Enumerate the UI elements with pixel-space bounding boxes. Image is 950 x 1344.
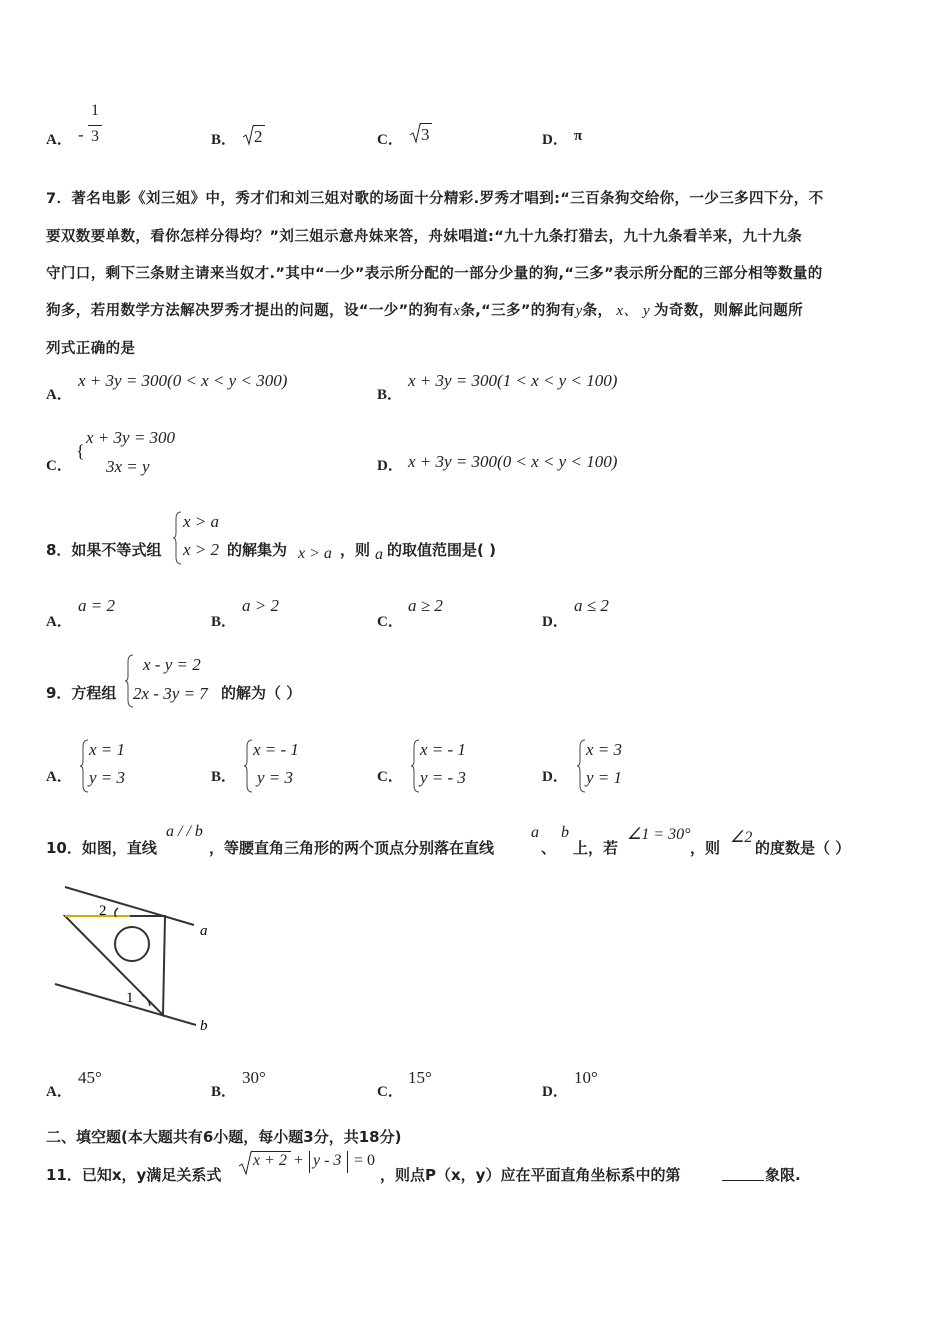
q7-option-d-expr: x + 3y = 300(0 < x < y < 100) (408, 452, 618, 471)
q6-option-a-numerator: 1 (91, 102, 99, 119)
q9-option-b-line1: x = - 1 (253, 740, 299, 759)
q11-plus: + (294, 1152, 304, 1169)
sqrt-icon (242, 124, 254, 146)
sqrt-bar (420, 123, 432, 124)
q8-system-line1: x > a (183, 512, 220, 531)
q6-option-b-label: B． (211, 132, 237, 148)
q10-option-a-value: 45° (78, 1068, 102, 1087)
q10-option-c-label: C． (377, 1084, 403, 1100)
q6-option-c-value: 3 (421, 125, 430, 144)
q10-figure (50, 878, 220, 1038)
q7-line4-part: 条,“三多”的狗有 (460, 303, 576, 319)
q9-option-b-line2: y = 3 (257, 768, 294, 787)
q7-option-b-label: B． (377, 387, 403, 403)
q6-option-a-label: A． (46, 132, 72, 148)
q9-equation-1: x - y = 2 (143, 655, 201, 674)
q11-mid-text: ，则点P（x，y）应在平面直角坐标系中的第 (380, 1166, 681, 1184)
q7-option-a-label: A． (46, 387, 72, 403)
q7-option-c-line1: x + 3y = 300 (86, 428, 176, 447)
q8-option-d-label: D． (542, 614, 568, 630)
q8-mid-text: 的解集为 (227, 541, 288, 559)
q7-text-line5: 列式正确的是 (46, 341, 136, 357)
angle-label-2: 2 (99, 903, 107, 919)
line-a (65, 887, 194, 925)
brace-icon (243, 739, 253, 793)
q10-suffix: 的度数是（ ） (755, 839, 851, 857)
q6-option-a-denominator: 3 (91, 128, 99, 145)
q8-option-c-label: C． (377, 614, 403, 630)
q11-answer-blank[interactable] (722, 1164, 764, 1181)
q7-option-a-expr: x + 3y = 300(0 < x < y < 300) (78, 371, 288, 390)
brace-icon (172, 511, 182, 565)
q8-option-b-label: B． (211, 614, 237, 630)
q8-solution: x > a (298, 545, 332, 562)
q10-angle1: ∠1 = 30° (627, 826, 691, 843)
q9-option-d-line2: y = 1 (586, 768, 623, 787)
q10-option-d-label: D． (542, 1084, 568, 1100)
q8-then: ，则 (340, 541, 371, 559)
q7-var-xy: x、 y (616, 303, 651, 319)
brace-icon (410, 739, 420, 793)
q8-suffix: 的取值范围是( ) (387, 541, 496, 559)
sqrt-icon (409, 122, 421, 144)
label-b: b (200, 1018, 208, 1034)
q11-radicand: x + 2 (253, 1152, 287, 1169)
q8-option-a-expr: a = 2 (78, 596, 115, 615)
q6-option-a-sign: - (78, 125, 84, 144)
q10-on: 上，若 (573, 839, 619, 857)
q7-option-c-label: C． (46, 458, 72, 474)
q6-option-c-label: C． (377, 132, 403, 148)
q9-option-d-label: D． (542, 769, 568, 785)
q10-option-c-value: 15° (408, 1068, 432, 1087)
section-heading: 二、填空题(本大题共有6小题，每小题3分，共18分) (46, 1128, 402, 1146)
abs-bar-left (309, 1151, 310, 1173)
triangle-hole (115, 927, 149, 961)
q10-mid-text: ，等腰直角三角形的两个顶点分别落在直线 (209, 839, 495, 857)
angle-label-1: 1 (126, 990, 134, 1006)
q10-then: ，则 (690, 839, 721, 857)
q10-option-d-value: 10° (574, 1068, 598, 1087)
q9-prefix: 9．方程组 (46, 684, 117, 702)
q10-line-b: b (561, 824, 569, 841)
triangle (65, 916, 165, 1015)
q9-option-c-line1: x = - 1 (420, 740, 466, 759)
q8-option-a-label: A． (46, 614, 72, 630)
q7-option-d-label: D． (377, 458, 403, 474)
q9-option-b-label: B． (211, 769, 237, 785)
sqrt-icon (238, 1150, 252, 1176)
abs-bar-right (347, 1151, 348, 1173)
q8-option-b-expr: a > 2 (242, 596, 279, 615)
q7-text-line3: 守门口，剩下三条财主请来当奴才.”其中“一少”表示所分配的一部分少量的狗,“三多”表示所分配的三部分相等数量的 (46, 266, 823, 282)
q8-option-d-expr: a ≤ 2 (574, 596, 609, 615)
q7-text-line4 (46, 299, 803, 320)
q6-option-d-label: D． (542, 132, 568, 148)
q11-prefix: 11．已知x，y满足关系式 (46, 1166, 222, 1184)
q10-angle2: ∠2 (730, 829, 753, 846)
q6-option-d-value: π (574, 128, 583, 144)
q9-option-a-label: A． (46, 769, 72, 785)
q8-option-c-expr: a ≥ 2 (408, 596, 443, 615)
q7-line4-part: 狗多，若用数学方法解决罗秀才提出的问题，设“一少”的狗有 (46, 303, 454, 319)
q9-option-a-line1: x = 1 (89, 740, 126, 759)
brace-icon (79, 739, 89, 793)
q7-option-b-expr: x + 3y = 300(1 < x < y < 100) (408, 371, 618, 390)
q9-option-c-label: C． (377, 769, 403, 785)
q7-option-c-line2: 3x = y (106, 457, 150, 476)
q8-var-a: a (375, 546, 383, 563)
q10-separator: 、 (541, 839, 557, 857)
q7-var-y: y (575, 303, 583, 319)
q7-text-line2: 要双数要单数，看你怎样分得均？”刘三姐示意舟妹来答，舟妹唱道:“九十九条打猎去，九十九条看羊来，九十九条 (46, 229, 803, 245)
q9-option-a-line2: y = 3 (89, 768, 126, 787)
q10-option-b-value: 30° (242, 1068, 266, 1087)
q10-parallel: a / / b (166, 823, 203, 840)
q6-option-b-value: 2 (254, 127, 263, 146)
q9-option-c-line2: y = - 3 (420, 768, 466, 787)
q10-option-b-label: B． (211, 1084, 237, 1100)
q9-equation-2: 2x - 3y = 7 (133, 684, 208, 703)
fraction-bar (88, 125, 102, 126)
brace-icon (576, 739, 586, 793)
q7-text-line1: 7．著名电影《刘三姐》中，秀才们和刘三姐对歌的场面十分精彩.罗秀才唱到:“三百条狗交给你，一少三多四下分，不 (46, 191, 824, 207)
q10-prefix: 10．如图，直线 (46, 839, 157, 857)
label-a: a (200, 923, 208, 939)
q11-equals-zero: = 0 (354, 1152, 376, 1169)
sqrt-bar (253, 125, 265, 126)
q9-suffix: 的解为（ ） (221, 684, 302, 702)
q8-system-line2: x > 2 (183, 540, 220, 559)
q11-suffix: 象限. (765, 1166, 801, 1184)
brace-icon: { (76, 441, 85, 461)
q7-var-x: x (453, 303, 461, 319)
q9-option-d-line1: x = 3 (586, 740, 623, 759)
q10-line-a: a (531, 824, 539, 841)
q10-option-a-label: A． (46, 1084, 72, 1100)
q7-line4-part: 条， (582, 303, 613, 319)
q11-abs-expr: y - 3 (313, 1152, 342, 1169)
q8-prefix: 8．如果不等式组 (46, 541, 162, 559)
q7-line4-part: 为奇数，则解此问题所 (654, 303, 804, 319)
